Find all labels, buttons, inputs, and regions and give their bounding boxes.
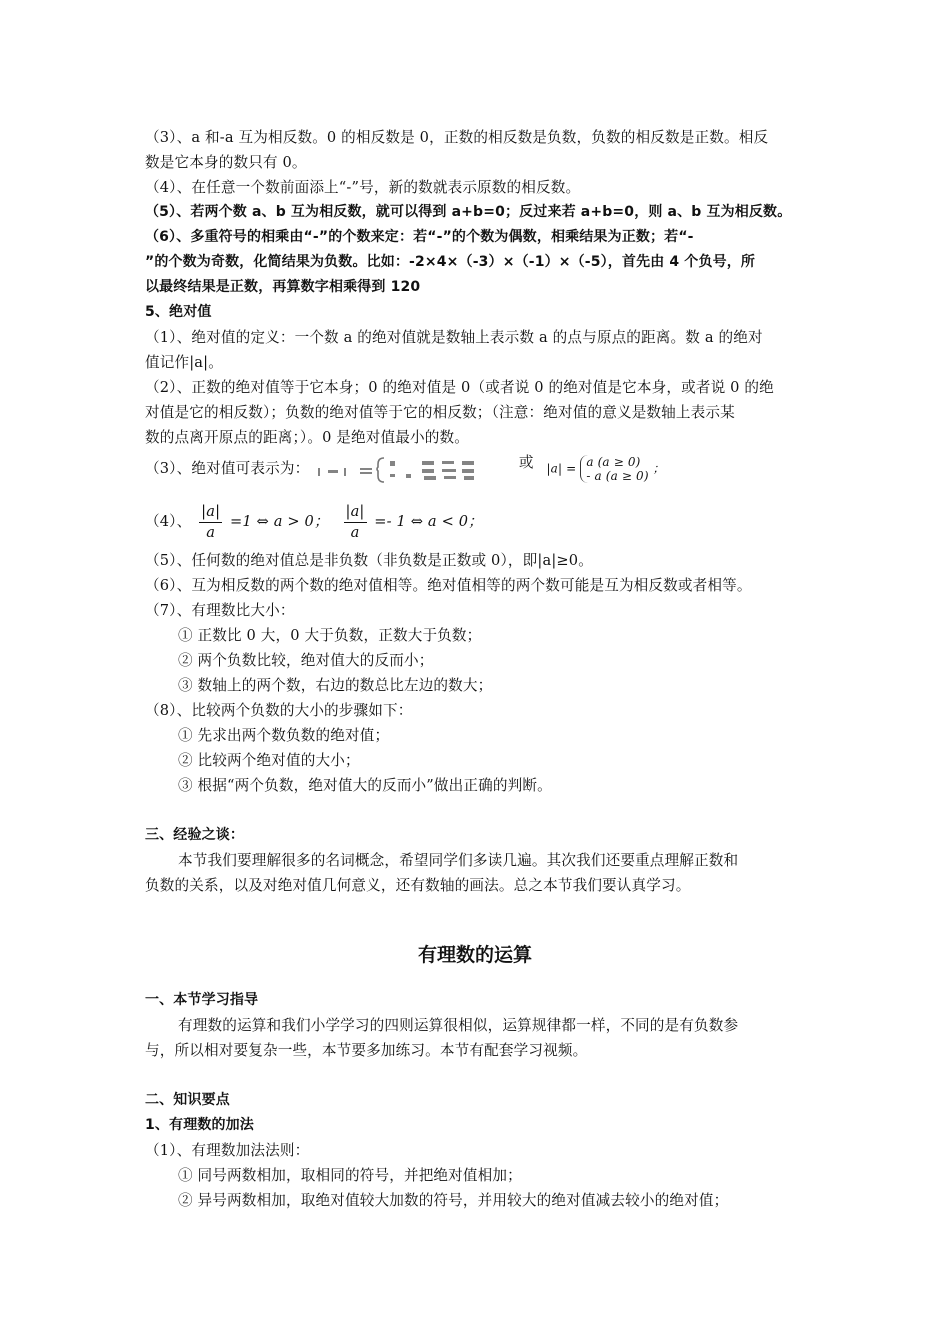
abs-a-symbol: |a| (546, 461, 563, 476)
formula-prefix: （4）、 (145, 513, 192, 530)
or-word: 或 (518, 454, 534, 471)
bold-text-line: （6）、多重符号的相乘由“-”的个数来定：若“-”的个数为偶数，相乘结果为正数；若“- (145, 229, 694, 245)
list-item: ② 比较两个绝对值的大小； (178, 752, 360, 769)
text-line: （4）、在任意一个数前面添上“-”号，新的数就表示原数的相反数。 (145, 179, 581, 196)
formula-positive: =1 ⇔ a > 0； (229, 513, 329, 530)
text-line: （8）、比较两个负数的大小的步骤如下： (145, 702, 413, 719)
text-line: （2）、正数的绝对值等于它本身；0 的绝对值是 0（或者说 0 的绝对值是它本身，或者说 0 的绝 (145, 379, 774, 396)
equals-symbol: = (566, 461, 577, 476)
case-positive: a (a ≥ 0) (586, 455, 641, 469)
text-line: 数是它本身的数只有 0。 (145, 154, 307, 171)
paragraph-line: 本节我们要理解很多的名词概念，希望同学们多读几遍。其次我们还要重点理解正数和 (178, 852, 739, 869)
text-line: （6）、互为相反数的两个数的绝对值相等。绝对值相等的两个数可能是互为相反数或者相等。 (145, 577, 752, 594)
list-item: ③ 数轴上的两个数，右边的数总比左边的数大； (178, 677, 493, 694)
cases-brace (580, 455, 648, 483)
list-item: ③ 根据“两个负数，绝对值大的反而小”做出正确的判断。 (178, 777, 552, 794)
page-title: 有理数的运算 (417, 944, 532, 966)
bold-text-line: 以最终结果是正数，再算数字相乘得到 120 (145, 279, 421, 295)
text-line: 对值是它的相反数）；负数的绝对值等于它的相反数；（注意：绝对值的意义是数轴上表示某 (145, 404, 735, 421)
bold-text-line: （5）、若两个数 a、b 互为相反数，就可以得到 a+b=0；反过来若 a+b=0，则 a、b 互为相反数。 (145, 204, 792, 220)
bold-text-line: ”的个数为奇数，化简结果为负数。比如：-2×4×（-3）×（-1）×（-5），首先由 4 个负号，所 (145, 254, 756, 270)
section-heading: 二、知识要点 (145, 1092, 230, 1108)
text-line: （1）、有理数加法法则： (145, 1142, 310, 1159)
list-item: ① 正数比 0 大，0 大于负数，正数大于负数； (178, 627, 482, 644)
section-heading: 1、有理数的加法 (145, 1117, 254, 1133)
abs-value-cases (546, 455, 664, 483)
text-line: 数的点离开原点的距离；）。0 是绝对值最小的数。 (145, 429, 469, 446)
blurred-formula-image (314, 452, 514, 486)
paragraph-line: 负数的关系，以及对绝对值几何意义，还有数轴的画法。总之本节我们要认真学习。 (145, 877, 691, 894)
text-line: （1）、绝对值的定义：一个数 a 的绝对值就是数轴上表示数 a 的点与原点的距离。数 a 的绝对 (145, 329, 763, 346)
list-item: ① 先求出两个数负数的绝对值； (178, 727, 390, 744)
case-negative: - a (a ≥ 0) (586, 469, 649, 483)
paragraph-line: 有理数的运算和我们小学学习的四则运算很相似，运算规律都一样，不同的是有负数参 (178, 1017, 739, 1034)
text-line: 值记作|a|。 (145, 354, 223, 371)
text-line: （3）、a 和-a 互为相反数。0 的相反数是 0，正数的相反数是负数，负数的相反数是正数。相反 (145, 129, 769, 146)
fraction-abs-a-over-a: $\frac{|a|}{a}$ (201, 502, 221, 541)
list-item: ② 两个负数比较，绝对值大的反而小； (178, 652, 434, 669)
paragraph-line: 与，所以相对要复杂一些，本节要多加练习。本节有配套学习视频。 (145, 1042, 588, 1059)
text-line: （7）、有理数比大小： (145, 602, 295, 619)
semicolon: ； (652, 461, 665, 476)
formula-negative: =- 1 ⇔ a < 0； (374, 513, 483, 530)
list-item: ② 异号两数相加，取绝对值较大加数的符号，并用较大的绝对值减去较小的绝对值； (178, 1192, 729, 1209)
formula-prefix: （3）、绝对值可表示为： (145, 460, 310, 477)
section-heading: 5、绝对值 (145, 304, 212, 320)
text-line: （5）、任何数的绝对值总是非负数（非负数是正数或 0），即|a|≥0。 (145, 552, 593, 569)
section-heading: 一、本节学习指导 (145, 992, 259, 1008)
fraction-abs-a-over-a: $\frac{|a|}{a}$ (345, 502, 365, 541)
section-heading: 三、经验之谈： (145, 827, 245, 843)
abs-value-formula-line (145, 452, 665, 486)
fraction-formula-line (145, 500, 483, 544)
list-item: ① 同号两数相加，取相同的符号，并把绝对值相加； (178, 1167, 522, 1184)
